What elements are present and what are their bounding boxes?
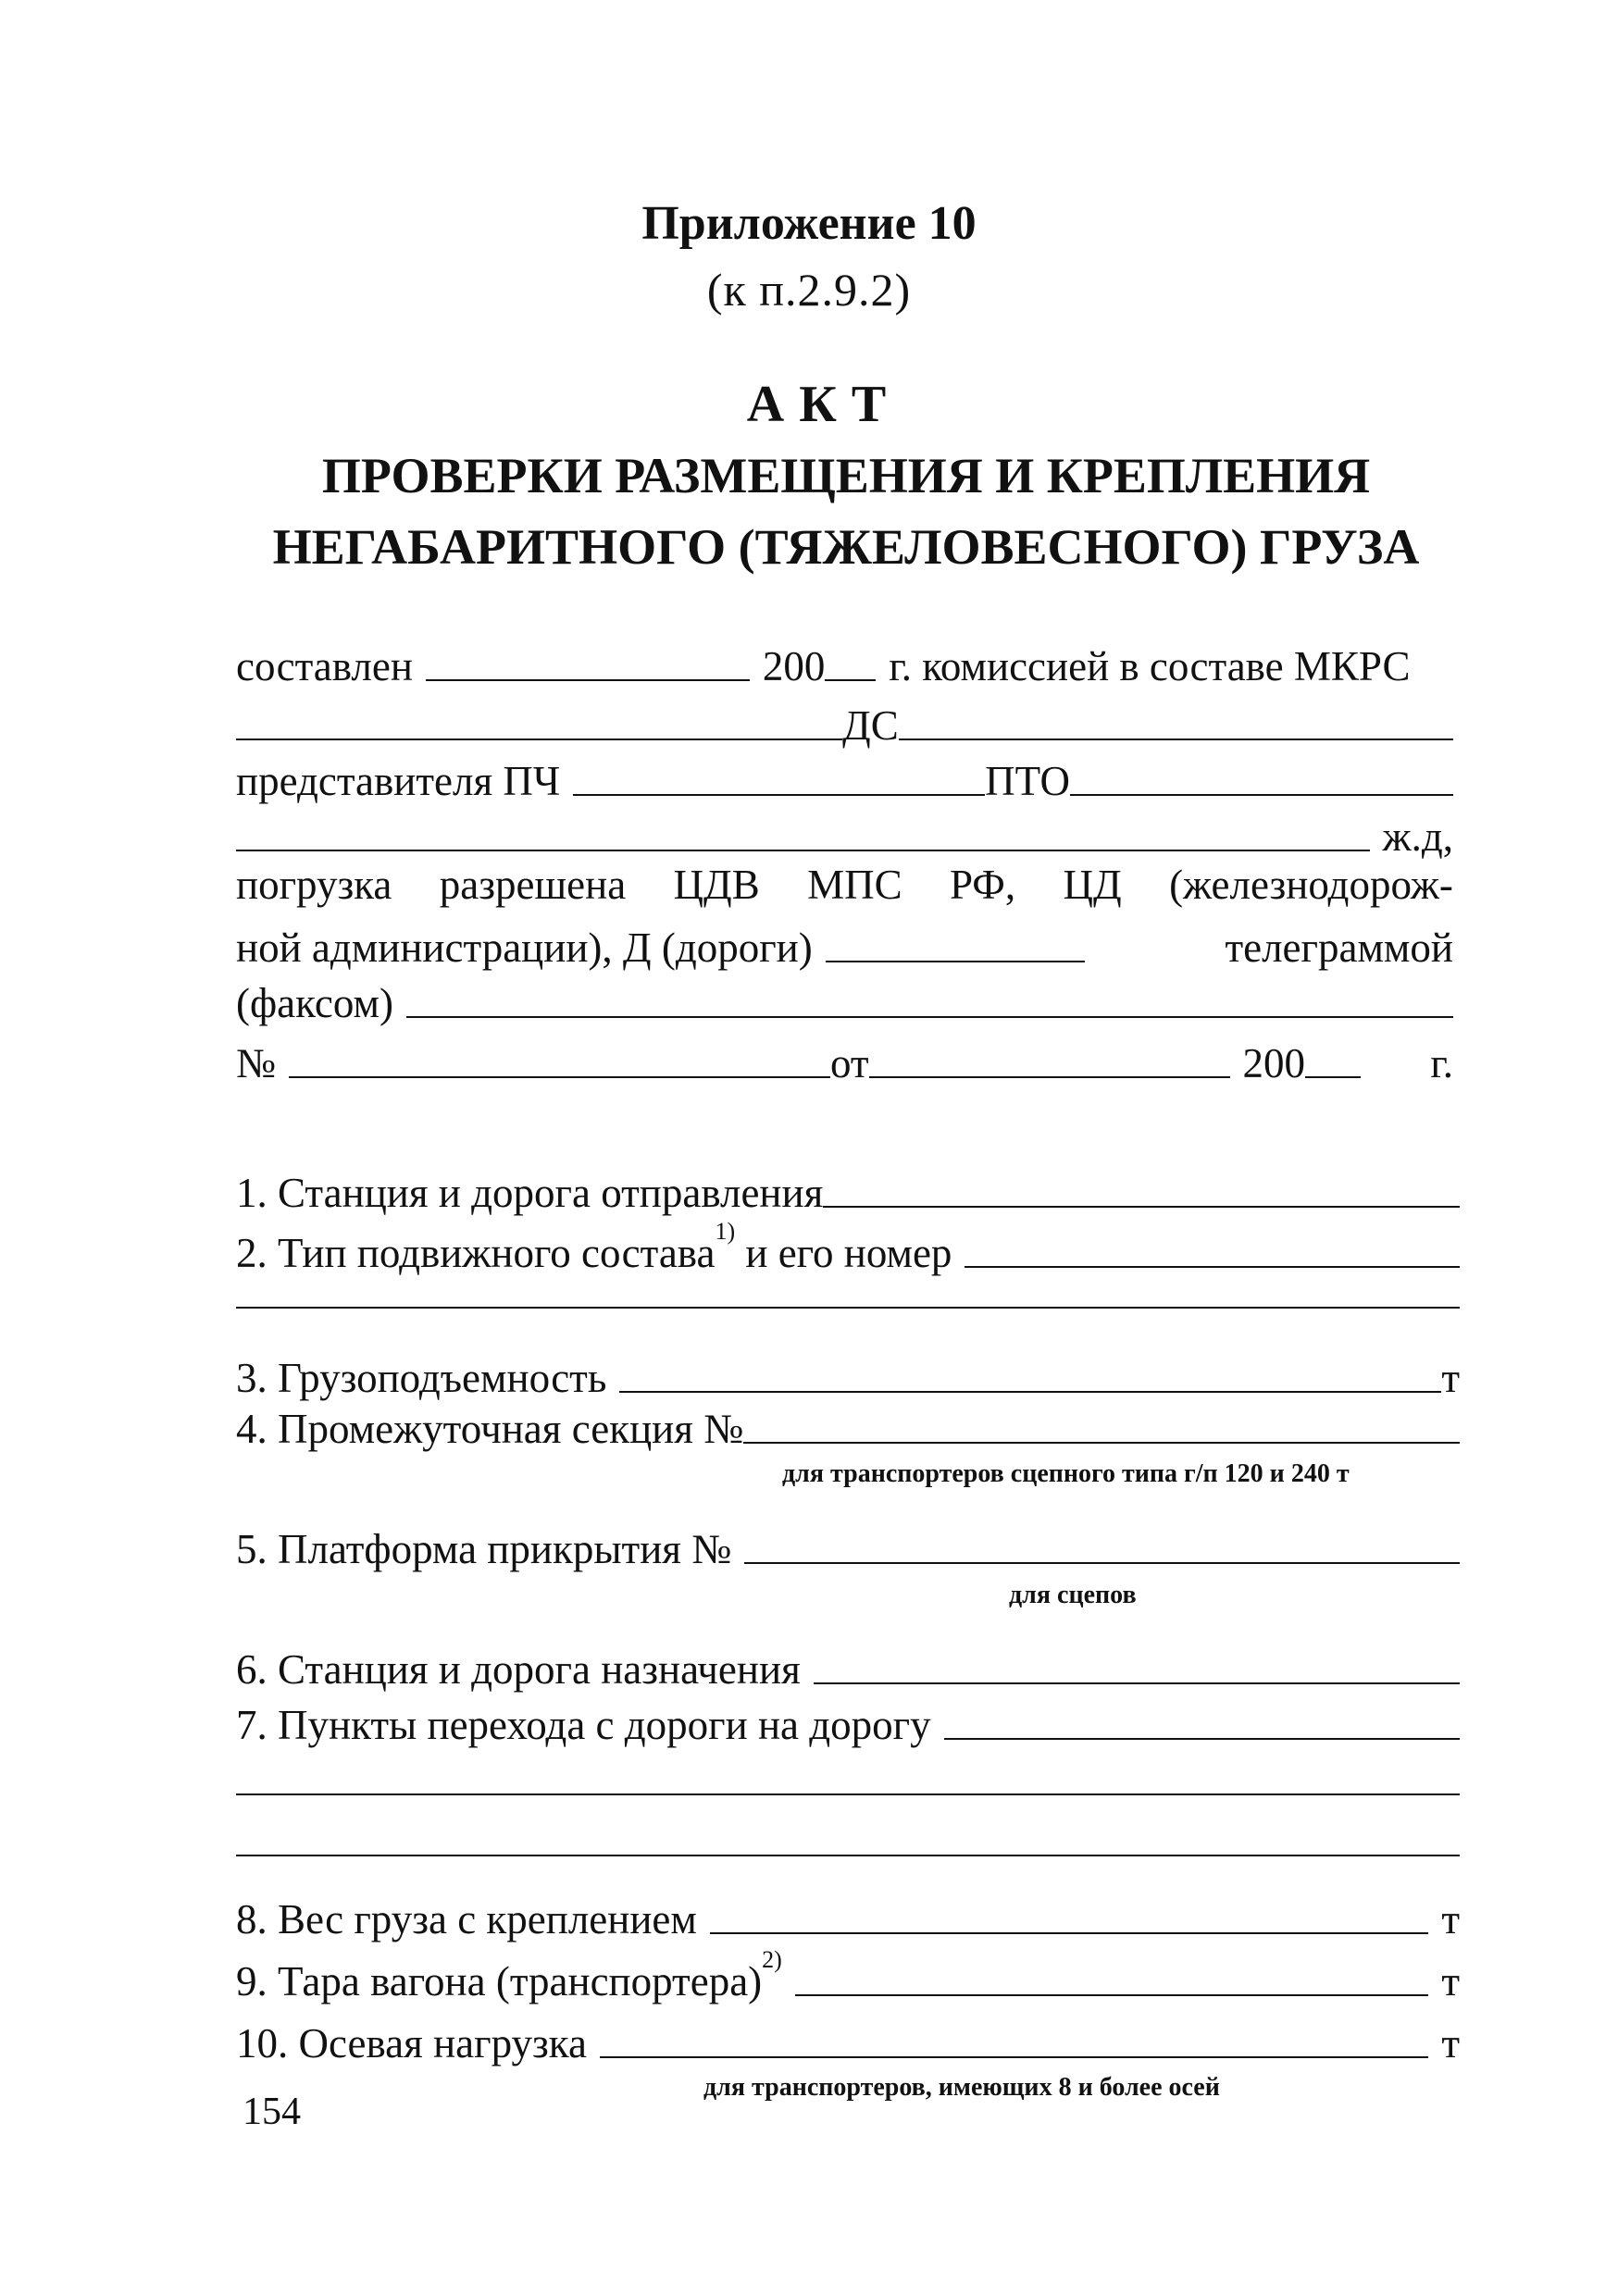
item-2-footnote-mark: 1) — [715, 1218, 736, 1245]
item-2-row — [236, 1212, 1460, 1277]
composed-date-field[interactable] — [426, 679, 750, 681]
telegram-label: телеграммой — [1225, 925, 1453, 971]
item-3-label: 3. Грузоподъемность — [236, 1355, 607, 1401]
item-2-label-end: и его номер — [735, 1230, 952, 1276]
loading-word: погрузка — [236, 862, 392, 908]
appendix-label: Приложение 10 — [641, 197, 977, 250]
composed-row — [236, 626, 1453, 690]
document-title-line-1: ПРОВЕРКИ РАЗМЕЩЕНИЯ И КРЕПЛЕНИЯ — [321, 448, 1371, 503]
document-title-line-2: НЕГАБАРИТНОГО (ТЯЖЕЛОВЕСНОГО) ГРУЗА — [272, 519, 1420, 575]
item-7-row — [236, 1684, 1460, 1749]
item-9-footnote-mark: 2) — [762, 1946, 782, 1973]
item-2-field[interactable] — [965, 1266, 1460, 1268]
item-7-label: 7. Пункты перехода с дороги на дорогу — [236, 1702, 931, 1748]
item-2-label: 2. Тип подвижного состава — [236, 1230, 716, 1276]
loading-word: РФ, — [950, 862, 1016, 908]
item-7-continuation-line-1[interactable] — [236, 1793, 1460, 1795]
item-8-row — [236, 1879, 1460, 1943]
item-9-field[interactable] — [795, 1994, 1429, 1996]
loading-permission-line — [236, 861, 1453, 909]
item-9-label: 9. Тара вагона (транспортера) — [236, 1958, 763, 2004]
from-label: от — [829, 1040, 869, 1086]
composed-label: составлен — [236, 643, 413, 689]
commission-label: г. комиссией в составе МКРС — [889, 643, 1411, 689]
fax-field[interactable] — [406, 1016, 1453, 1018]
item-4-row — [236, 1388, 1460, 1453]
railway-row — [236, 796, 1453, 861]
pch-label: представителя ПЧ — [236, 758, 561, 804]
item-1-row — [236, 1152, 1460, 1217]
item-9-unit: т — [1441, 1958, 1460, 2004]
year2-field[interactable] — [1305, 1076, 1361, 1078]
item-1-field[interactable] — [823, 1206, 1460, 1208]
railway-field[interactable] — [236, 850, 1370, 851]
appendix-reference: (к п.2.9.2) — [706, 264, 912, 316]
loading-word: МПС — [807, 862, 902, 908]
railway-label: ж.д, — [1382, 813, 1453, 860]
item-10-note: для транспортеров, имеющих 8 и более осей — [703, 2073, 1220, 2102]
item-1-label: 1. Станция и дорога отправления — [236, 1170, 824, 1216]
item-4-field[interactable] — [743, 1442, 1460, 1444]
loading-word: ЦДВ — [673, 862, 760, 908]
item-10-row — [236, 2003, 1460, 2067]
year-field[interactable] — [825, 679, 876, 681]
item-5-label: 5. Платформа прикрытия № — [236, 1526, 732, 1572]
item-5-field[interactable] — [744, 1562, 1460, 1564]
item-4-note: для транспортеров сцепного типа г/п 120 и 240 т — [782, 1459, 1350, 1488]
year2-prefix: 200 — [1242, 1040, 1306, 1086]
number-label: № — [236, 1040, 276, 1086]
year-prefix: 200 — [762, 643, 826, 689]
year2-suffix: г. — [1430, 1040, 1453, 1086]
item-10-field[interactable] — [600, 2056, 1428, 2058]
item-3-unit: т — [1441, 1355, 1460, 1401]
number-row — [236, 1023, 1453, 1087]
item-10-label: 10. Осевая нагрузка — [236, 2020, 587, 2066]
item-5-row — [236, 1508, 1460, 1573]
number-field[interactable] — [289, 1076, 830, 1078]
admin-label: ной администрации), Д (дороги) — [236, 925, 813, 971]
item-7-field[interactable] — [944, 1738, 1460, 1740]
loading-word: разрешена — [439, 862, 627, 908]
pto-label: ПТО — [985, 758, 1071, 804]
page-number: 154 — [243, 2091, 301, 2133]
loading-word: (железнодорож- — [1169, 862, 1453, 908]
item-8-unit: т — [1441, 1896, 1460, 1942]
document-type: АКТ — [746, 376, 902, 433]
item-6-label: 6. Станция и дорога назначения — [236, 1646, 801, 1693]
fax-label: (факсом) — [236, 980, 393, 1026]
ds-label: ДС — [842, 702, 899, 749]
from-date-field[interactable] — [869, 1076, 1230, 1078]
item-2-continuation-line[interactable] — [236, 1307, 1460, 1309]
item-7-continuation-line-2[interactable] — [236, 1855, 1460, 1856]
item-5-note: для сцепов — [1009, 1581, 1137, 1609]
item-9-row — [236, 1941, 1460, 2005]
item-10-unit: т — [1441, 2020, 1460, 2066]
item-8-field[interactable] — [710, 1932, 1428, 1934]
item-4-label: 4. Промежуточная секция № — [236, 1406, 744, 1452]
item-8-label: 8. Вес груза с креплением — [236, 1896, 697, 1942]
fax-row — [236, 962, 1453, 1027]
loading-word: ЦД — [1063, 862, 1122, 908]
